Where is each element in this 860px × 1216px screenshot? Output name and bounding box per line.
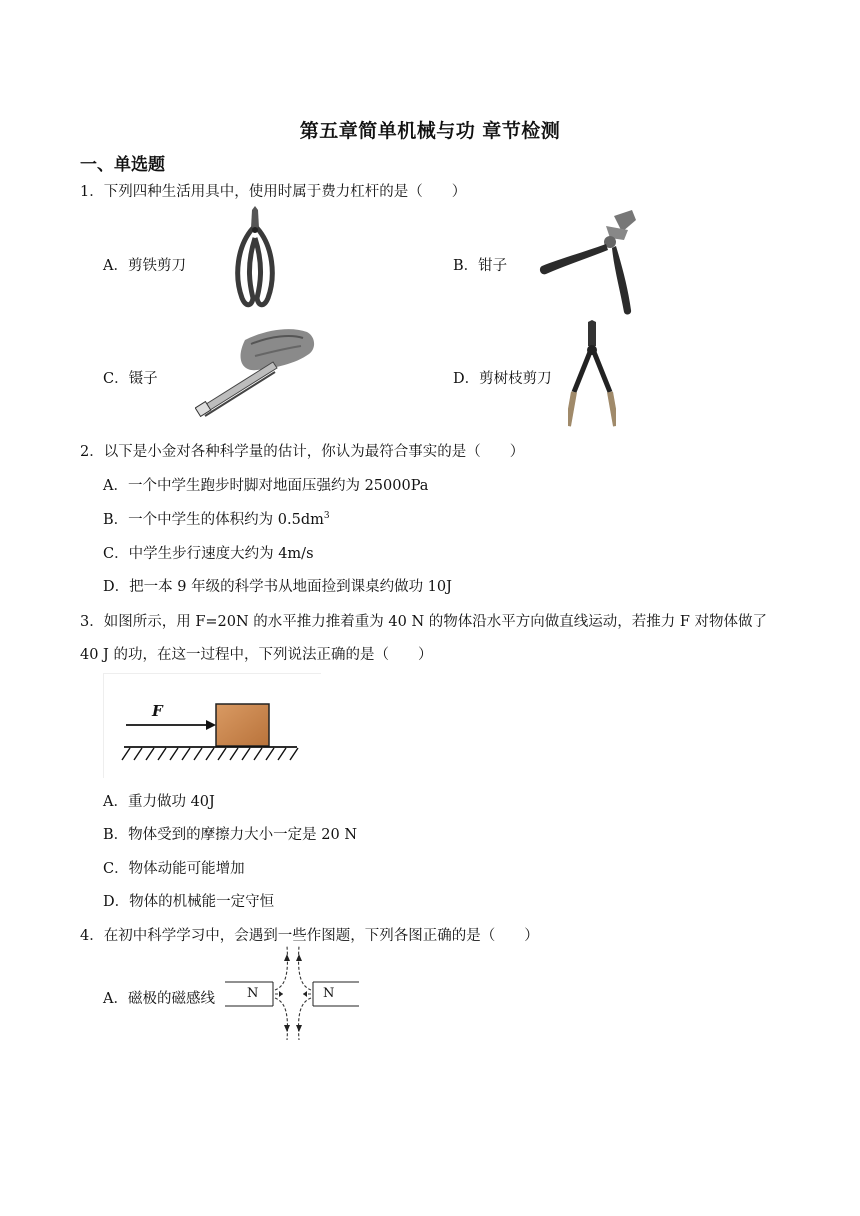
magnetic-field-diagram (225, 946, 359, 1040)
q1-option-c: C．镊子 (103, 371, 158, 387)
magnet-left-label: N (247, 986, 259, 1001)
question-3-stem-line-2: 40 J 的功，在这一过程中，下列说法正确的是（ ） (80, 647, 433, 663)
tweezers-image (195, 320, 319, 424)
magnetic-field-drawing (225, 946, 359, 1040)
ground-hatching (122, 748, 298, 760)
q4-option-a: A．磁极的磁感线 (103, 991, 215, 1007)
q1-option-a: A．剪铁剪刀 (103, 258, 186, 274)
pruning-shears-image (568, 320, 616, 428)
question-1-stem: 1．下列四种生活用具中，使用时属于费力杠杆的是（ ） (80, 184, 467, 200)
q1-option-d: D．剪树枝剪刀 (453, 371, 552, 387)
page-title: 第五章简单机械与功 章节检测 (299, 120, 561, 142)
force-diagram (103, 673, 321, 778)
q3-option-d: D．物体的机械能一定守恒 (103, 894, 275, 910)
force-label: F (152, 702, 163, 720)
q1-option-b: B．钳子 (453, 258, 508, 274)
q2-option-c: C．中学生步行速度大约为 4m/s (103, 546, 314, 562)
q2-option-d: D．把一本 9 年级的科学书从地面捡到课桌约做功 10J (103, 579, 452, 595)
q3-option-a: A．重力做功 40J (103, 794, 215, 810)
question-3-stem-line-1: 3．如图所示，用 F=20N 的水平推力推着重为 40 N 的物体沿水平方向做直线运动，若推力 F 对物体做了 (80, 614, 768, 630)
q2-option-b: B．一个中学生的体积约为 $0.5dm^3$ (103, 511, 330, 528)
magnet-right-label: N (323, 986, 335, 1001)
force-diagram-drawing (104, 674, 321, 778)
question-2-stem: 2．以下是小金对各种科学量的估计，你认为最符合事实的是（ ） (80, 444, 525, 460)
q2-option-a: A．一个中学生跑步时脚对地面压强约为 25000Pa (103, 478, 429, 494)
q3-option-c: C．物体动能可能增加 (103, 861, 245, 877)
wooden-block (216, 704, 269, 746)
pliers-image (536, 208, 644, 318)
force-arrow-head (206, 720, 216, 730)
q3-option-b: B．物体受到的摩擦力大小一定是 20 N (103, 827, 358, 843)
question-4-stem: 4．在初中科学学习中，会遇到一些作图题，下列各图正确的是（ ） (80, 928, 539, 944)
tin-snips-image (232, 206, 278, 316)
section-heading: 一、单选题 (80, 155, 165, 175)
